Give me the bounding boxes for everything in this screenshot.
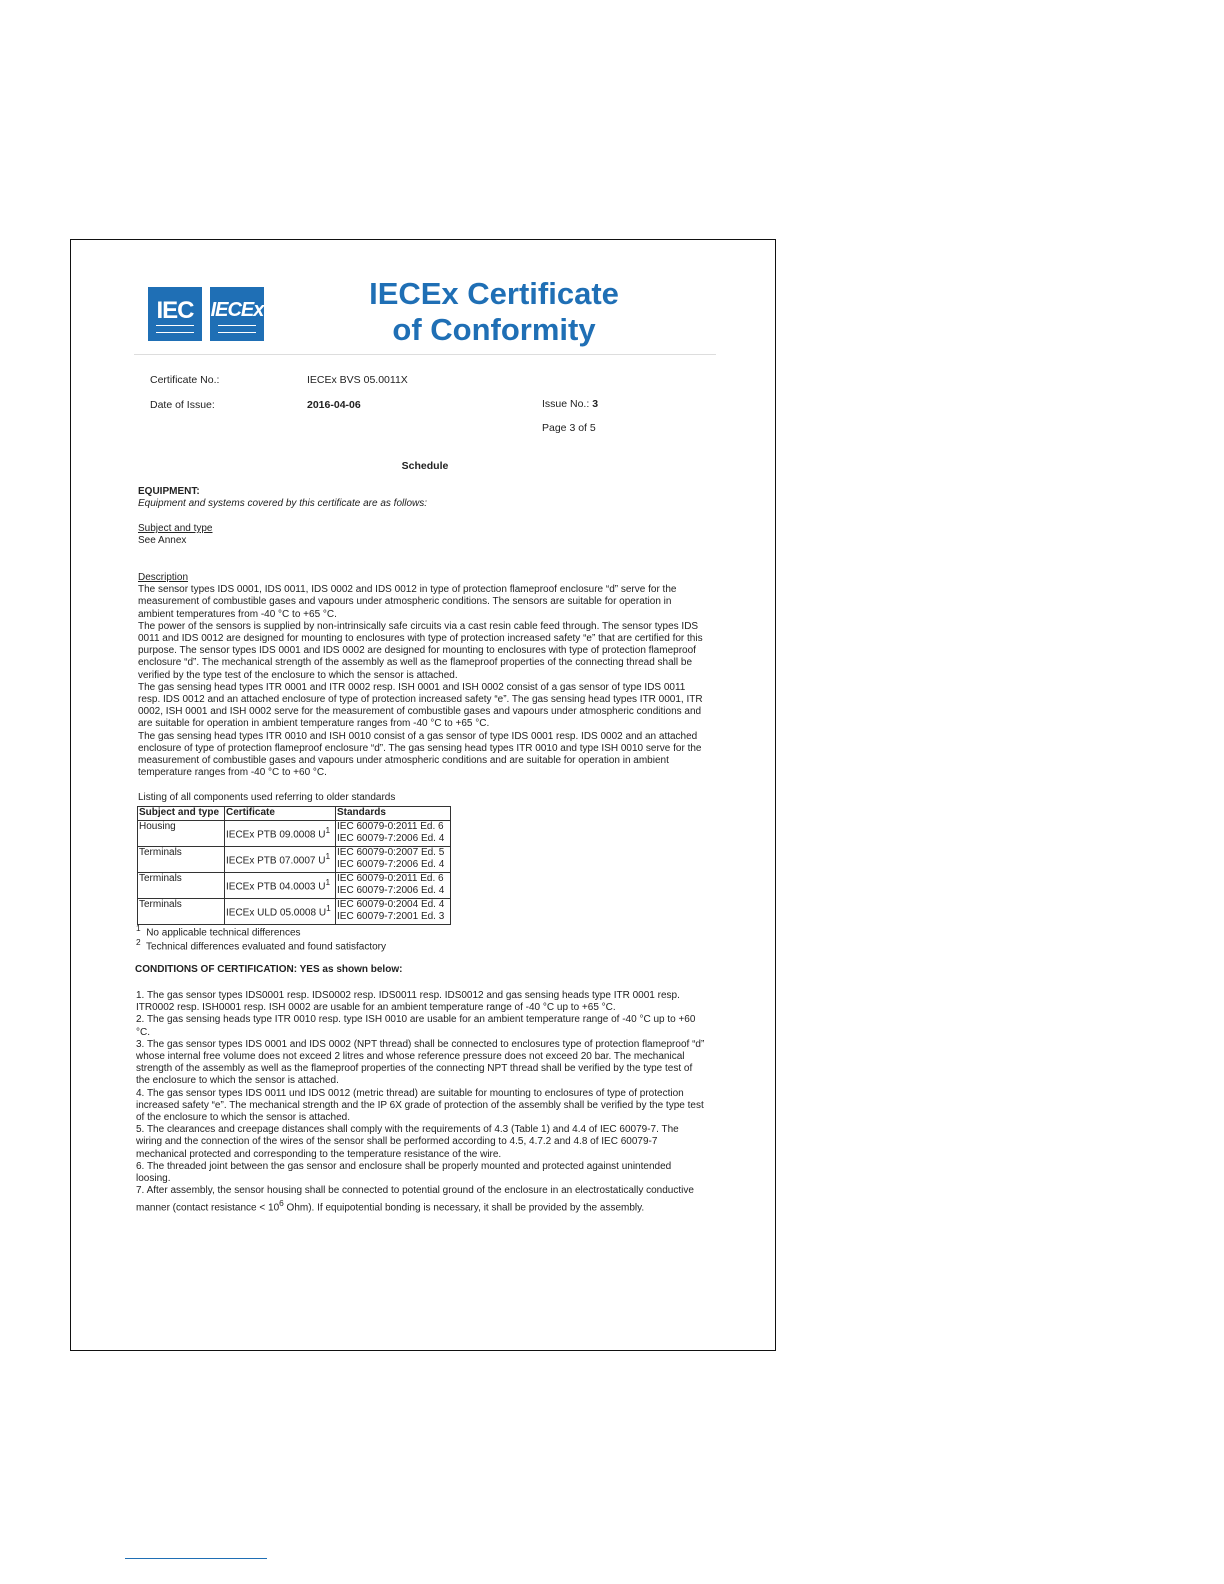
condition-item: 6. The threaded joint between the gas sensor and enclosure shall be properly mounted and protected against unintended loosing. [136, 1160, 672, 1185]
subject-text: See Annex [138, 535, 187, 547]
table-row [138, 872, 451, 898]
footnote-ref: 1 [326, 903, 331, 914]
certificate-cell [225, 898, 336, 924]
standard-line: IEC 60079-7:2001 Ed. 3 [337, 911, 445, 922]
certificate-cell [225, 872, 336, 898]
title-line-2: of Conformity [392, 312, 596, 347]
equipment-heading: EQUIPMENT: [138, 486, 200, 497]
standard-line: IEC 60079-0:2011 Ed. 6 [337, 872, 444, 884]
footnote-mark: 2 [136, 937, 141, 947]
subject-type-cell: Housing [138, 820, 225, 846]
iecex-logo [210, 287, 264, 341]
subject-type-cell: Terminals [138, 898, 225, 924]
column-header: Certificate [225, 807, 336, 821]
description-paragraph: The sensor types IDS 0001, IDS 0011, IDS 0002 and IDS 0012 in type of protection flameproof enclosure “d” serve for the measurement of combustible gases and vapours under atmospheric conditions. The sensors are suitable for operation in ambient temperatures from -40 °C to +65 °C. [138, 584, 677, 620]
standard-line: IEC 60079-7:2006 Ed. 4 [337, 885, 445, 896]
standards-cell [336, 820, 451, 846]
certificate-text: IECEx PTB 04.0003 U [226, 881, 326, 893]
title-line-1: IECEx Certificate [369, 276, 619, 311]
standard-line: IEC 60079-7:2006 Ed. 4 [337, 859, 445, 870]
table-row [138, 898, 451, 924]
header-divider [134, 354, 716, 355]
standards-cell [336, 872, 451, 898]
subject-type-cell: Terminals [138, 872, 225, 898]
date-label: Date of Issue: [150, 399, 215, 411]
column-header: Subject and type [138, 807, 225, 821]
footer-rule [125, 1558, 267, 1559]
iecex-logo-text: IECEx [210, 299, 264, 321]
description-paragraph: The power of the sensors is supplied by non-intrinsically safe circuits via a cast resin cable feed through. The sensor types IDS 0011 and IDS 0012 are designed for mounting to enclosures with type of protection increased safety “e” that are certified for this purpose. The sensor types IDS 0001 and IDS 0002 are designed for mounting to enclosures with type of protection flameproof enclosure “d”. The mechanical strength of the assembly as well as the flameproof properties of the connecting thread shall be verified by the type test of the enclosure to which the sensor is attached. [138, 620, 703, 681]
description-section [138, 572, 703, 779]
date-value: 2016-04-06 [307, 399, 361, 411]
equipment-section [138, 486, 703, 510]
condition-item: 4. The gas sensor types IDS 0011 und IDS 0012 (metric thread) are suitable for mounting to enclosures of type of protection increased safety “e”. The mechanical strength and the IP 6X grade of protection of the assembly shall be verified by the type test of the enclosure to which the sensor is attached. [136, 1087, 704, 1124]
footnote-ref: 1 [325, 825, 331, 836]
cert-no-value: IECEx BVS 05.0011X [307, 374, 408, 386]
certificate-sheet [134, 272, 716, 1290]
standard-line: IEC 60079-0:2007 Ed. 5 [337, 846, 445, 858]
issue-no [542, 398, 598, 410]
condition-text: Ohm). If equipotential bonding is necessary, it shall be provided by the assembly. [283, 1202, 645, 1214]
table-header-row [138, 807, 451, 821]
certificate-text: IECEx PTB 07.0007 U [226, 855, 326, 867]
subject-section [138, 523, 703, 547]
footnote-mark: 1 [136, 923, 141, 933]
condition-item: 5. The clearances and creepage distances shall comply with the requirements of 4.3 (Table 1) and 4.4 of IEC 60079-7. The wiring and the connection of the wires of the sensor shall be performed according to 4.5, 4.7.2 and 4.8 of IEC 60079-7 mechanical protected and corresponding to the temperature resistance of the wire. [136, 1124, 679, 1160]
logos [148, 287, 264, 341]
page-number: Page 3 of 5 [542, 422, 596, 434]
footnote-2 [136, 937, 386, 952]
table-row [138, 846, 451, 872]
certificate-text: IECEx PTB 09.0008 U [226, 829, 326, 841]
conditions-list [136, 990, 706, 1215]
description-paragraph: The gas sensing head types ITR 0001 and ITR 0002 resp. ISH 0001 and ISH 0002 consist of a gas sensor of type IDS 0011 resp. IDS 0012 and an attached enclosure of type of protection increased safety “e”. The gas sensing head types ITR 0001, ITR 0002, ISH 0001 and ISH 0002 serve for the measurement of combustible gases and vapours under atmospheric conditions and are suitable for operation in ambient temperature ranges from -40 °C to +65 °C. [138, 681, 703, 730]
components-table [137, 806, 451, 925]
schedule-heading: Schedule [401, 460, 449, 472]
components-caption: Listing of all components used referring to older standards [138, 792, 396, 803]
exponent: 6 [279, 1198, 284, 1209]
issue-value: 3 [592, 398, 599, 410]
certificate-cell [225, 820, 336, 846]
column-header: Standards [336, 807, 451, 821]
description-paragraph: The gas sensing head types ITR 0010 and ISH 0010 consist of a gas sensor of type IDS 0001 resp. IDS 0002 and an attached enclosure of type of protection flameproof enclosure “d”. The gas sensing head types ITR 0010 and type ISH 0010 serve for the measurement of combustible gases and vapours under atmospheric conditions and are suitable for operation in ambient temperature ranges from -40 °C to +60 °C. [138, 730, 702, 779]
description-heading: Description [138, 572, 189, 583]
condition-text: 7. After assembly, the sensor housing shall be connected to potential ground of the enclosure in an electrostatically conductive manner (contact resistance < 10 [136, 1185, 694, 1214]
conditions-heading: CONDITIONS OF CERTIFICATION: YES as shown below: [135, 964, 403, 975]
equipment-subheading: Equipment and systems covered by this certificate are as follows: [138, 498, 428, 510]
condition-item: 3. The gas sensor types IDS 0001 and IDS 0002 (NPT thread) shall be connected to enclosures type of protection flameproof “d” whose internal free volume does not exceed 2 litres and whose reference pressure does not exceed 20 bar. The mechanical strength of the assembly as well as the flameproof properties of the connecting NPT thread shall be verified by the type test of the enclosure to which the sensor is attached. [136, 1038, 705, 1087]
standard-line: IEC 60079-7:2006 Ed. 4 [337, 833, 445, 844]
certificate-text: IECEx ULD 05.0008 U [226, 907, 327, 919]
standards-cell [336, 846, 451, 872]
standards-cell [336, 898, 451, 924]
footnote-text: Technical differences evaluated and found satisfactory [146, 941, 386, 953]
footnote-text: No applicable technical differences [146, 927, 301, 939]
subject-heading: Subject and type [138, 523, 213, 534]
standard-line: IEC 60079-0:2011 Ed. 6 [337, 820, 444, 832]
certificate-cell [225, 846, 336, 872]
condition-item [136, 1185, 706, 1215]
subject-type-cell: Terminals [138, 846, 225, 872]
iec-logo [148, 287, 202, 341]
footnote-ref: 1 [325, 877, 331, 888]
iec-logo-text: IEC [156, 297, 194, 324]
certificate-title [344, 276, 644, 348]
condition-item: 1. The gas sensor types IDS0001 resp. IDS0002 resp. IDS0011 resp. IDS0012 and gas sensing heads type ITR 0001 resp. ITR0002 resp. ISH0001 resp. ISH 0002 are usable for an ambient temperature range of -40 °C up to +65 °C. [136, 990, 680, 1014]
footnote-ref: 1 [325, 851, 331, 862]
condition-item: 2. The gas sensing heads type ITR 0010 resp. type ISH 0010 are usable for an ambient temperature range of -40 °C up to +60 °C. [136, 1014, 696, 1038]
standard-line: IEC 60079-0:2004 Ed. 4 [337, 898, 445, 910]
cert-no-label: Certificate No.: [150, 374, 220, 386]
issue-label: Issue No.: [542, 398, 590, 410]
table-row [138, 820, 451, 846]
